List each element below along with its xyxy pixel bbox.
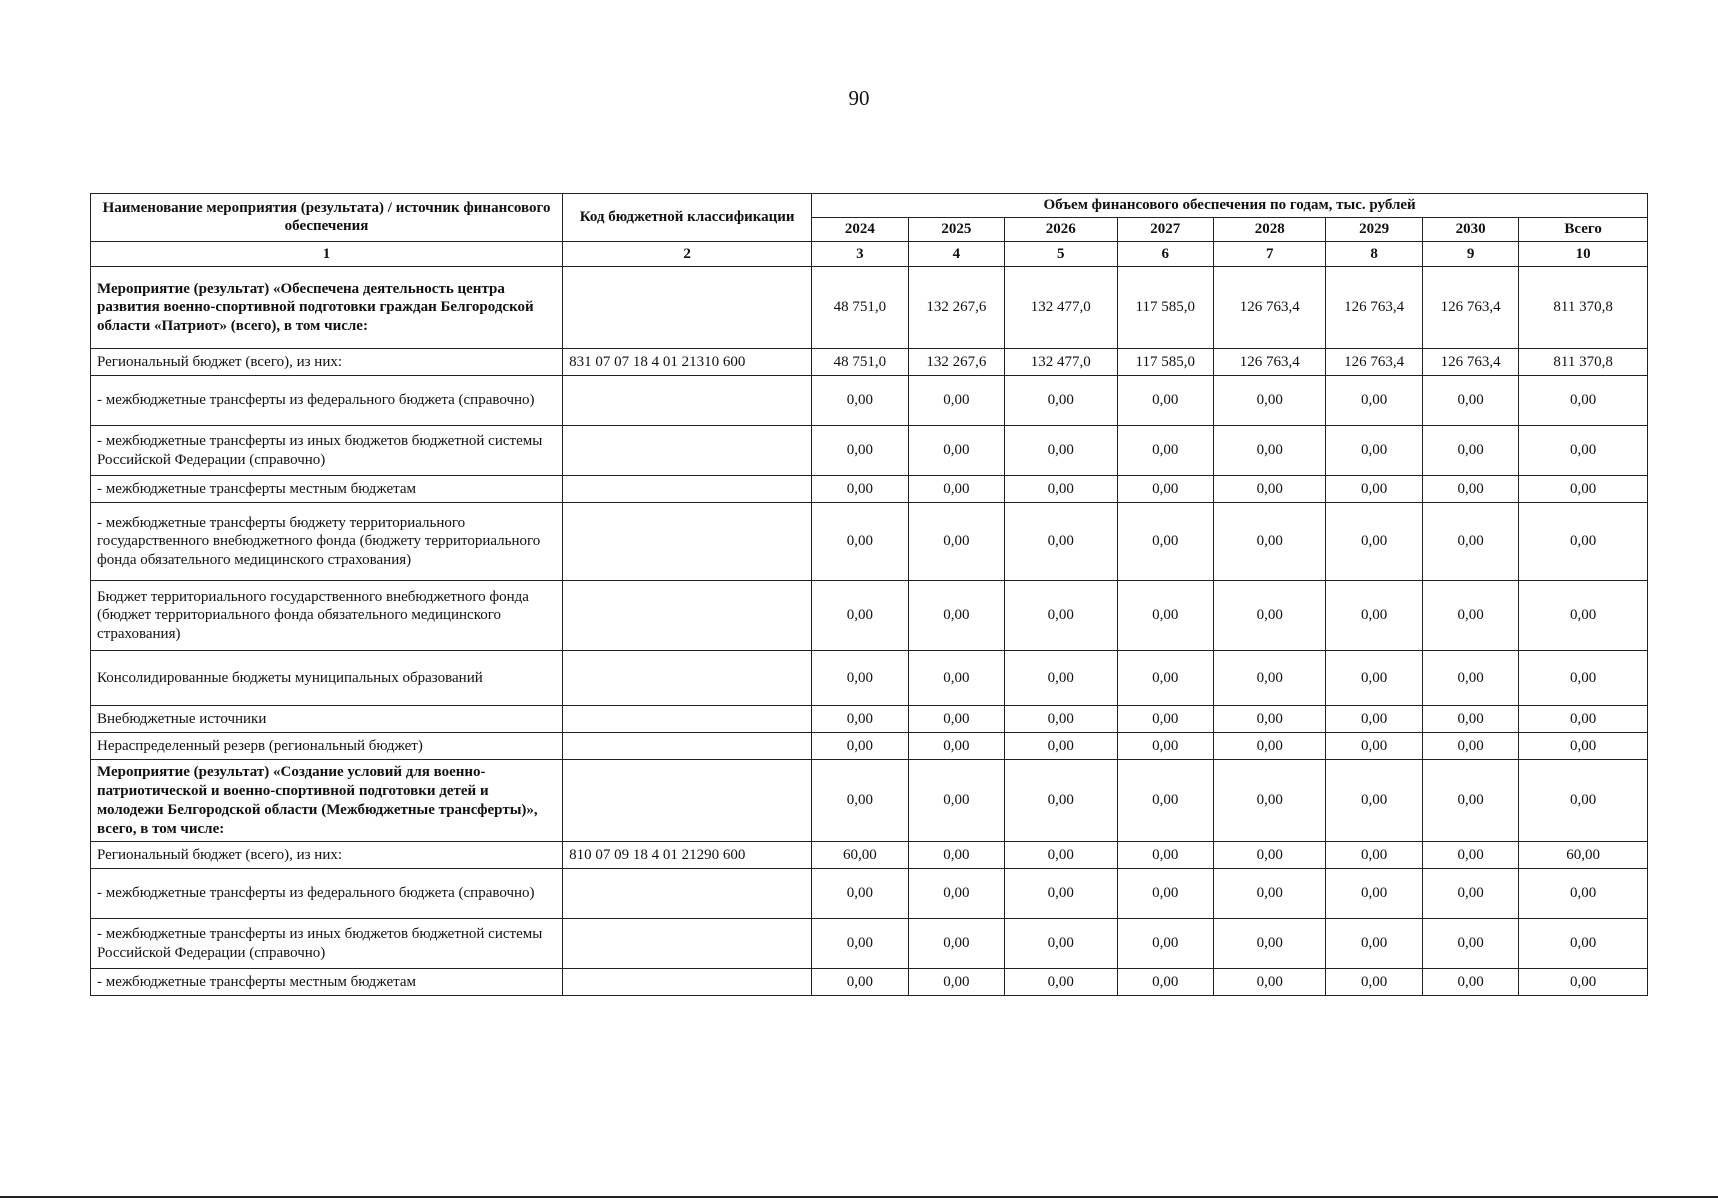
row-year-value-cell: 0,00 <box>1422 919 1518 969</box>
row-budget-code-cell <box>563 267 812 349</box>
row-year-value-cell: 0,00 <box>1213 503 1326 581</box>
row-total-cell: 60,00 <box>1519 842 1648 869</box>
row-year-value-cell: 0,00 <box>1213 733 1326 760</box>
row-year-value-cell: 0,00 <box>1117 426 1213 476</box>
row-year-value-cell: 0,00 <box>908 426 1004 476</box>
row-year-value-cell: 0,00 <box>1005 651 1118 706</box>
row-year-value-cell: 0,00 <box>812 733 908 760</box>
row-year-value-cell: 0,00 <box>1005 969 1118 996</box>
row-year-value-cell: 0,00 <box>1117 969 1213 996</box>
row-year-value-cell: 0,00 <box>1005 581 1118 651</box>
row-name-cell: Мероприятие (результат) «Создание условий для военно-патриотической и военно-спортивной подготовки детей и молодежи Белгородской области (Межбюджетные трансферты)», всего, в том числе: <box>91 760 563 842</box>
row-name-cell: Нераспределенный резерв (региональный бюджет) <box>91 733 563 760</box>
row-name-cell: Консолидированные бюджеты муниципальных образований <box>91 651 563 706</box>
row-year-value-cell: 132 477,0 <box>1005 349 1118 376</box>
row-year-value-cell: 0,00 <box>1422 426 1518 476</box>
table-row <box>91 842 1648 869</box>
row-year-value-cell: 0,00 <box>1213 919 1326 969</box>
table-row <box>91 426 1648 476</box>
row-year-value-cell: 0,00 <box>1117 503 1213 581</box>
row-year-value-cell: 0,00 <box>1005 842 1118 869</box>
row-total-cell: 0,00 <box>1519 376 1648 426</box>
row-total-cell: 811 370,8 <box>1519 267 1648 349</box>
row-budget-code-cell <box>563 581 812 651</box>
row-year-value-cell: 0,00 <box>812 426 908 476</box>
row-year-value-cell: 0,00 <box>908 651 1004 706</box>
row-year-value-cell: 0,00 <box>1326 503 1422 581</box>
table-row <box>91 869 1648 919</box>
row-year-value-cell: 0,00 <box>1326 842 1422 869</box>
row-year-value-cell: 0,00 <box>1422 651 1518 706</box>
row-name-cell: - межбюджетные трансферты из федерального бюджета (справочно) <box>91 376 563 426</box>
column-number: 5 <box>1005 241 1118 267</box>
row-name-cell: Региональный бюджет (всего), из них: <box>91 349 563 376</box>
row-year-value-cell: 0,00 <box>812 706 908 733</box>
header-total: Всего <box>1519 217 1648 241</box>
header-year: 2030 <box>1422 217 1518 241</box>
header-row-column-numbers <box>91 241 1648 267</box>
row-year-value-cell: 0,00 <box>1326 969 1422 996</box>
row-name-cell: Мероприятие (результат) «Обеспечена деятельность центра развития военно-спортивной подготовки граждан Белгородской области «Патриот» (всего), в том числе: <box>91 267 563 349</box>
row-budget-code-cell <box>563 651 812 706</box>
row-year-value-cell: 0,00 <box>908 376 1004 426</box>
row-year-value-cell: 126 763,4 <box>1326 349 1422 376</box>
row-total-cell: 0,00 <box>1519 969 1648 996</box>
column-number: 2 <box>563 241 812 267</box>
row-name-cell: Бюджет территориального государственного внебюджетного фонда (бюджет территориального фонда обязательного медицинского страхования) <box>91 581 563 651</box>
table-row <box>91 760 1648 842</box>
row-total-cell: 0,00 <box>1519 651 1648 706</box>
row-year-value-cell: 0,00 <box>1005 919 1118 969</box>
row-year-value-cell: 0,00 <box>812 476 908 503</box>
table-row <box>91 349 1648 376</box>
column-number: 9 <box>1422 241 1518 267</box>
row-year-value-cell: 0,00 <box>1005 426 1118 476</box>
row-year-value-cell: 0,00 <box>1326 426 1422 476</box>
row-name-cell: - межбюджетные трансферты из иных бюджетов бюджетной системы Российской Федерации (справочно) <box>91 426 563 476</box>
row-year-value-cell: 0,00 <box>1213 426 1326 476</box>
row-year-value-cell: 0,00 <box>1422 760 1518 842</box>
row-year-value-cell: 132 267,6 <box>908 349 1004 376</box>
row-year-value-cell: 0,00 <box>1117 869 1213 919</box>
row-total-cell: 0,00 <box>1519 869 1648 919</box>
row-year-value-cell: 0,00 <box>908 476 1004 503</box>
row-year-value-cell: 126 763,4 <box>1422 267 1518 349</box>
row-year-value-cell: 0,00 <box>1117 651 1213 706</box>
row-year-value-cell: 0,00 <box>812 869 908 919</box>
row-total-cell: 0,00 <box>1519 581 1648 651</box>
table-row <box>91 476 1648 503</box>
header-financing-volume: Объем финансового обеспечения по годам, тыс. рублей <box>812 194 1648 218</box>
row-year-value-cell: 0,00 <box>1422 376 1518 426</box>
header-year: 2027 <box>1117 217 1213 241</box>
row-name-cell: Внебюджетные источники <box>91 706 563 733</box>
row-year-value-cell: 0,00 <box>1213 706 1326 733</box>
row-year-value-cell: 0,00 <box>812 919 908 969</box>
table-row <box>91 919 1648 969</box>
row-year-value-cell: 0,00 <box>1326 706 1422 733</box>
table-row <box>91 581 1648 651</box>
row-year-value-cell: 126 763,4 <box>1326 267 1422 349</box>
row-budget-code-cell <box>563 503 812 581</box>
row-budget-code-cell <box>563 706 812 733</box>
row-year-value-cell: 0,00 <box>1326 476 1422 503</box>
row-year-value-cell: 126 763,4 <box>1422 349 1518 376</box>
header-row-top <box>91 194 1648 218</box>
row-budget-code-cell <box>563 919 812 969</box>
row-year-value-cell: 60,00 <box>812 842 908 869</box>
column-number: 8 <box>1326 241 1422 267</box>
column-number: 1 <box>91 241 563 267</box>
row-year-value-cell: 0,00 <box>1326 376 1422 426</box>
row-year-value-cell: 117 585,0 <box>1117 349 1213 376</box>
column-number: 10 <box>1519 241 1648 267</box>
row-name-cell: - межбюджетные трансферты бюджету территориального государственного внебюджетного фонда (бюджету территориального фонда обязательного медицинского страхования) <box>91 503 563 581</box>
header-activity-name: Наименование мероприятия (результата) / источник финансового обеспечения <box>91 194 563 242</box>
row-year-value-cell: 0,00 <box>1005 869 1118 919</box>
row-year-value-cell: 0,00 <box>812 581 908 651</box>
row-year-value-cell: 0,00 <box>908 581 1004 651</box>
row-year-value-cell: 0,00 <box>908 969 1004 996</box>
column-number: 6 <box>1117 241 1213 267</box>
financing-table <box>90 193 1648 996</box>
row-budget-code-cell: 831 07 07 18 4 01 21310 600 <box>563 349 812 376</box>
row-year-value-cell: 0,00 <box>1005 733 1118 760</box>
table-row <box>91 706 1648 733</box>
row-year-value-cell: 0,00 <box>1326 733 1422 760</box>
header-year: 2029 <box>1326 217 1422 241</box>
table-row <box>91 651 1648 706</box>
row-year-value-cell: 0,00 <box>1213 869 1326 919</box>
row-year-value-cell: 0,00 <box>812 651 908 706</box>
row-year-value-cell: 0,00 <box>812 376 908 426</box>
sheet-bottom-edge <box>0 1196 1718 1198</box>
row-name-cell: - межбюджетные трансферты из федерального бюджета (справочно) <box>91 869 563 919</box>
row-year-value-cell: 0,00 <box>1117 706 1213 733</box>
row-year-value-cell: 0,00 <box>1422 503 1518 581</box>
row-year-value-cell: 0,00 <box>908 919 1004 969</box>
row-name-cell: - межбюджетные трансферты местным бюджетам <box>91 476 563 503</box>
row-budget-code-cell <box>563 376 812 426</box>
row-total-cell: 0,00 <box>1519 476 1648 503</box>
row-year-value-cell: 0,00 <box>1213 760 1326 842</box>
table-row <box>91 733 1648 760</box>
row-total-cell: 0,00 <box>1519 733 1648 760</box>
column-number: 7 <box>1213 241 1326 267</box>
table-row <box>91 267 1648 349</box>
row-year-value-cell: 0,00 <box>1422 733 1518 760</box>
row-year-value-cell: 0,00 <box>1213 842 1326 869</box>
header-year: 2025 <box>908 217 1004 241</box>
row-year-value-cell: 0,00 <box>1005 706 1118 733</box>
header-budget-code: Код бюджетной классификации <box>563 194 812 242</box>
row-year-value-cell: 0,00 <box>1213 476 1326 503</box>
row-year-value-cell: 0,00 <box>908 706 1004 733</box>
row-year-value-cell: 0,00 <box>908 733 1004 760</box>
row-total-cell: 0,00 <box>1519 919 1648 969</box>
row-year-value-cell: 0,00 <box>1117 376 1213 426</box>
row-budget-code-cell <box>563 733 812 760</box>
row-year-value-cell: 0,00 <box>1213 969 1326 996</box>
row-year-value-cell: 0,00 <box>1326 760 1422 842</box>
row-budget-code-cell <box>563 476 812 503</box>
row-name-cell: - межбюджетные трансферты из иных бюджетов бюджетной системы Российской Федерации (справочно) <box>91 919 563 969</box>
page-number: 90 <box>848 86 870 110</box>
column-number: 4 <box>908 241 1004 267</box>
row-total-cell: 0,00 <box>1519 706 1648 733</box>
row-year-value-cell: 48 751,0 <box>812 267 908 349</box>
row-year-value-cell: 48 751,0 <box>812 349 908 376</box>
row-year-value-cell: 0,00 <box>812 969 908 996</box>
table-row <box>91 376 1648 426</box>
row-total-cell: 811 370,8 <box>1519 349 1648 376</box>
row-year-value-cell: 0,00 <box>1117 581 1213 651</box>
row-year-value-cell: 126 763,4 <box>1213 349 1326 376</box>
row-budget-code-cell: 810 07 09 18 4 01 21290 600 <box>563 842 812 869</box>
row-total-cell: 0,00 <box>1519 426 1648 476</box>
header-year: 2024 <box>812 217 908 241</box>
row-budget-code-cell <box>563 760 812 842</box>
row-total-cell: 0,00 <box>1519 503 1648 581</box>
row-year-value-cell: 0,00 <box>1117 760 1213 842</box>
row-year-value-cell: 0,00 <box>1326 581 1422 651</box>
row-year-value-cell: 0,00 <box>1422 869 1518 919</box>
row-total-cell: 0,00 <box>1519 760 1648 842</box>
row-budget-code-cell <box>563 969 812 996</box>
row-year-value-cell: 0,00 <box>812 503 908 581</box>
row-year-value-cell: 0,00 <box>1117 476 1213 503</box>
row-year-value-cell: 0,00 <box>908 503 1004 581</box>
row-year-value-cell: 0,00 <box>1326 869 1422 919</box>
table-body <box>91 267 1648 996</box>
row-year-value-cell: 0,00 <box>1213 651 1326 706</box>
row-year-value-cell: 132 477,0 <box>1005 267 1118 349</box>
row-year-value-cell: 0,00 <box>908 842 1004 869</box>
row-year-value-cell: 0,00 <box>1005 760 1118 842</box>
row-name-cell: - межбюджетные трансферты местным бюджетам <box>91 969 563 996</box>
row-year-value-cell: 0,00 <box>1213 581 1326 651</box>
row-year-value-cell: 132 267,6 <box>908 267 1004 349</box>
row-year-value-cell: 0,00 <box>1005 476 1118 503</box>
row-name-cell: Региональный бюджет (всего), из них: <box>91 842 563 869</box>
row-year-value-cell: 0,00 <box>1422 706 1518 733</box>
row-year-value-cell: 0,00 <box>1422 476 1518 503</box>
row-year-value-cell: 0,00 <box>908 760 1004 842</box>
table-row <box>91 969 1648 996</box>
header-year: 2028 <box>1213 217 1326 241</box>
row-year-value-cell: 0,00 <box>1422 969 1518 996</box>
row-year-value-cell: 0,00 <box>1213 376 1326 426</box>
header-year: 2026 <box>1005 217 1118 241</box>
row-year-value-cell: 0,00 <box>1117 842 1213 869</box>
row-year-value-cell: 126 763,4 <box>1213 267 1326 349</box>
row-year-value-cell: 0,00 <box>812 760 908 842</box>
row-budget-code-cell <box>563 869 812 919</box>
row-year-value-cell: 0,00 <box>1422 581 1518 651</box>
row-year-value-cell: 0,00 <box>1422 842 1518 869</box>
row-year-value-cell: 0,00 <box>1005 376 1118 426</box>
column-number: 3 <box>812 241 908 267</box>
row-year-value-cell: 0,00 <box>1005 503 1118 581</box>
table-row <box>91 503 1648 581</box>
row-year-value-cell: 0,00 <box>1326 651 1422 706</box>
row-year-value-cell: 0,00 <box>908 869 1004 919</box>
row-budget-code-cell <box>563 426 812 476</box>
row-year-value-cell: 0,00 <box>1117 733 1213 760</box>
row-year-value-cell: 0,00 <box>1326 919 1422 969</box>
row-year-value-cell: 117 585,0 <box>1117 267 1213 349</box>
row-year-value-cell: 0,00 <box>1117 919 1213 969</box>
